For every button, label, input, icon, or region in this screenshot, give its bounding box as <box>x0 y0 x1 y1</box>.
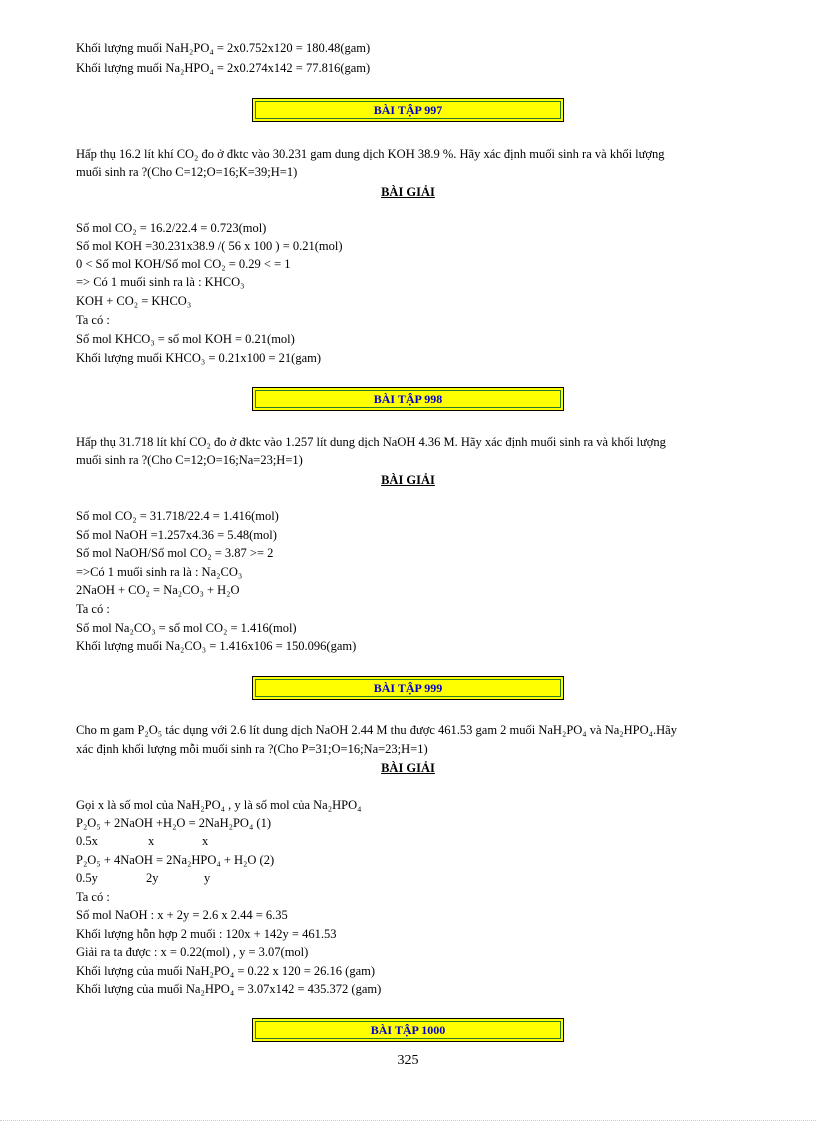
solution-line: Số mol KHCO₃ = số mol KOH = 0.21(mol) <box>76 332 295 346</box>
exercise-header-1000 <box>252 1018 564 1042</box>
solution-line: 2y <box>146 871 159 885</box>
exercise-header-999 <box>252 676 564 700</box>
solution-line: Khối lượng muối KHCO₃ = 0.21x100 = 21(gam) <box>76 351 322 365</box>
solution-line: Ta có : <box>76 313 110 327</box>
solution-line: 0 < Số mol KOH/Số mol CO₂ = 0.29 < = 1 <box>76 257 291 271</box>
problem-line: xác định khối lượng mỗi muối sinh ra ?(Cho P=31;O=16;Na=23;H=1) <box>76 742 428 756</box>
exercise-header-998 <box>252 387 564 411</box>
solution-line: Số mol CO₂ = 16.2/22.4 = 0.723(mol) <box>76 221 267 235</box>
solution-line: => Có 1 muối sinh ra là : KHCO₃ <box>76 275 245 289</box>
solution-line: =>Có 1 muối sinh ra là : Na₂CO₃ <box>76 565 243 579</box>
solution-line: Giải ra ta được : x = 0.22(mol) , y = 3.07(mol) <box>76 945 309 959</box>
solution-line: 2NaOH + CO₂ = Na₂CO₃ + H₂O <box>76 583 240 597</box>
problem-line: Hấp thụ 16.2 lít khí CO₂ đo ở đktc vào 30.231 gam dung dịch KOH 38.9 %. Hãy xác định muối sinh ra và khối lượng <box>76 147 665 161</box>
page-number: 325 <box>397 1053 419 1068</box>
problem-line: muối sinh ra ?(Cho C=12;O=16;Na=23;H=1) <box>76 453 303 467</box>
exercise-title: BÀI TẬP 999 <box>373 681 443 695</box>
text-line: Khối lượng muối NaH₂PO₄ = 2x0.752x120 = 180.48(gam) <box>76 41 371 55</box>
solution-line: Số mol NaOH : x + 2y = 2.6 x 2.44 = 6.35 <box>76 908 288 922</box>
solution-line: x <box>148 834 155 848</box>
problem-line: Cho m gam P₂O₅ tác dụng với 2.6 lít dung dịch NaOH 2.44 M thu được 461.53 gam 2 muối NaH₂PO₄ và Na₂HPO₄.Hãy <box>76 723 677 737</box>
solution-line: Số mol Na₂CO₃ = số mol CO₂ = 1.416(mol) <box>76 621 297 635</box>
solution-label: BÀI GIẢI <box>381 473 435 487</box>
solution-line: x <box>202 834 209 848</box>
exercise-title: BÀI TẬP 1000 <box>370 1023 446 1037</box>
solution-line: 0.5x <box>76 834 98 848</box>
solution-line: Khối lượng hỗn hợp 2 muối : 120x + 142y = 461.53 <box>76 927 337 941</box>
solution-label: BÀI GIẢI <box>381 761 435 775</box>
exercise-title: BÀI TẬP 997 <box>373 103 443 117</box>
solution-line: Số mol KOH =30.231x38.9 /( 56 x 100 ) = 0.21(mol) <box>76 239 343 253</box>
solution-line: Ta có : <box>76 890 110 904</box>
solution-line: Gọi x là số mol của NaH₂PO₄ , y là số mol của Na₂HPO₄ <box>76 798 362 812</box>
solution-line: y <box>204 871 211 885</box>
solution-line: Số mol NaOH =1.257x4.36 = 5.48(mol) <box>76 528 277 542</box>
exercise-header-997 <box>252 98 564 122</box>
problem-line: muối sinh ra ?(Cho C=12;O=16;K=39;H=1) <box>76 165 298 179</box>
solution-line: 0.5y <box>76 871 98 885</box>
problem-line: Hấp thụ 31.718 lít khí CO₂ đo ở đktc vào 1.257 lít dung dịch NaOH 4.36 M. Hãy xác định muối sinh ra và khối lượng <box>76 435 666 449</box>
solution-line: P₂O₅ + 4NaOH = 2Na₂HPO₄ + H₂O (2) <box>76 853 275 867</box>
solution-line: Khối lượng của muối Na₂HPO₄ = 3.07x142 = 435.372 (gam) <box>76 982 382 996</box>
solution-line: Số mol NaOH/Số mol CO₂ = 3.87 >= 2 <box>76 546 274 560</box>
solution-line: Số mol CO₂ = 31.718/22.4 = 1.416(mol) <box>76 509 279 523</box>
page-bottom-divider <box>0 1120 816 1121</box>
solution-line: KOH + CO₂ = KHCO₃ <box>76 294 192 308</box>
solution-line: Khối lượng của muối NaH₂PO₄ = 0.22 x 120 = 26.16 (gam) <box>76 964 376 978</box>
solution-line: P₂O₅ + 2NaOH +H₂O = 2NaH₂PO₄ (1) <box>76 816 272 830</box>
exercise-title: BÀI TẬP 998 <box>373 392 443 406</box>
solution-line: Ta có : <box>76 602 110 616</box>
solution-line: Khối lượng muối Na₂CO₃ = 1.416x106 = 150.096(gam) <box>76 639 357 653</box>
solution-label: BÀI GIẢI <box>381 185 435 199</box>
text-line: Khối lượng muối Na₂HPO₄ = 2x0.274x142 = 77.816(gam) <box>76 61 371 75</box>
